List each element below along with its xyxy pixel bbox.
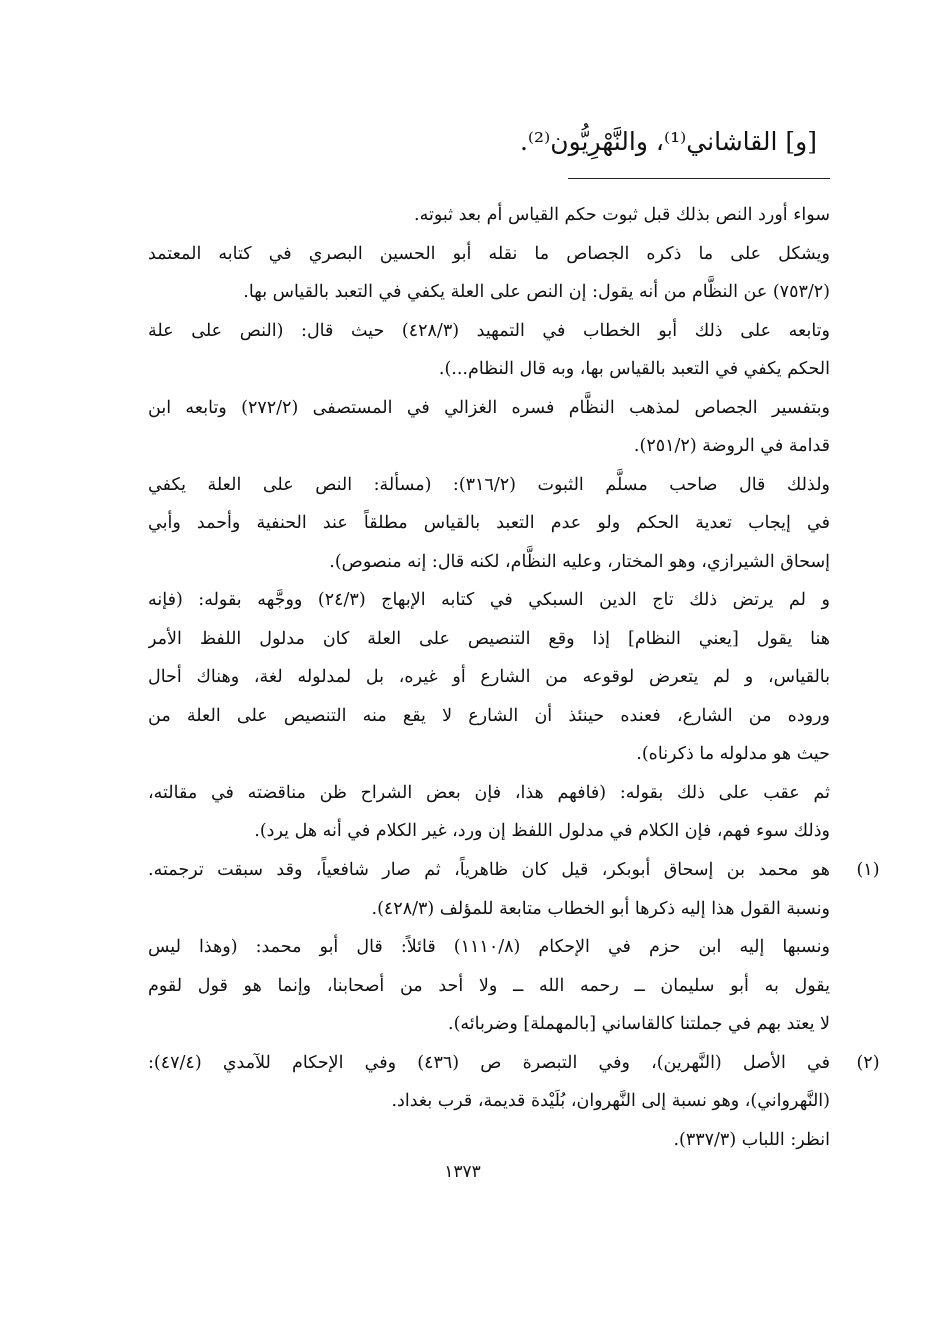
text-line: الحكم يكفي في التعبد بالقياس بها، وبه قال النظام...). [438, 359, 830, 379]
text-line: في الأصل (النَّهرين)، وفي التبصرة ص (٤٣٦) وفي الإحكام للآمدي (٤٧/٤): [148, 1052, 830, 1073]
section-heading: [و] القاشاني⁽¹⁾، والنَّهْرِيُّون⁽²⁾. [519, 127, 817, 156]
text-line: انظر: اللباب (٣٣٧/٣). [673, 1129, 830, 1150]
footnote-number: (٢) [856, 1052, 880, 1073]
text-line: (٧٥٣/٢) عن النظَّام من أنه يقول: إن النص على العلة يكفي في التعبد بالقياس بها. [243, 282, 830, 302]
text-line: (النَّهرواني)، وهو نسبة إلى النَّهروان، بُلَيْدة قديمة، قرب بغداد. [391, 1091, 830, 1111]
text-line: و لم يرتض ذلك تاج الدين السبكي في كتابه الإبهاج (٢٤/٣) ووجَّهه بقوله: (فإنه [148, 590, 830, 610]
text-line: وتابعه على ذلك أبو الخطاب في التمهيد (٤٢٨/٣) حيث قال: (النص على علة [148, 320, 830, 341]
text-line: وذلك سوء فهم، فإن الكلام في مدلول اللفظ إن ورد، غير الكلام في أنه هل يرد). [254, 821, 830, 841]
text-line: ثم عقب على ذلك بقوله: (فافهم هذا، فإن بعض الشراح ظن مناقضته في مقالته، [148, 782, 830, 803]
footnote-1 [148, 851, 880, 1044]
footnote-number: (١) [856, 860, 880, 880]
text-line: حيث هو مدلوله ما ذكرناه). [636, 744, 830, 764]
text-line: هنا يقول [يعني النظام] إذا وقع التنصيص على العلة كان مدلول اللفظ الأمر [148, 628, 830, 649]
footnote-2 [148, 1044, 880, 1160]
text-line: ونسبها إليه ابن حزم في الإحكام (١١١٠/٨) قائلاً: قال أبو محمد: (وهذا ليس [148, 937, 830, 957]
text-line: وروده من الشارع، فعنده حينئذ أن الشارع لا يقع منه التنصيص على العلة من [148, 705, 830, 726]
footnote-separator [568, 178, 830, 179]
footnotes [148, 851, 880, 1159]
text-line: وبتفسير الجصاص لمذهب النظَّام فسره الغزالي في المستصفى (٢٧٢/٢) وتابعه ابن [148, 397, 830, 418]
text-line: في إيجاب تعدية الحكم ولو عدم التعبد بالقياس مطلقاً عند الحنفية وأحمد وأبي [148, 513, 830, 533]
text-line: يقول به أبو سليمان ــ رحمه الله ــ ولا أحد من أصحابنا، وإنما هو قول لقوم [148, 975, 830, 996]
text-line: سواء أورد النص بذلك قبل ثبوت حكم القياس أم بعد ثبوته. [414, 205, 830, 225]
text-line: ولذلك قال صاحب مسلَّم الثبوت (٣١٦/٢): (مسألة: النص على العلة يكفي [148, 474, 830, 495]
text-line: هو محمد بن إسحاق أبوبكر، قيل كان ظاهرياً، ثم صار شافعياً، وقد سبقت ترجمته. [148, 860, 830, 880]
text-line: إسحاق الشيرازي، وهو المختار، وعليه النظَّام، لكنه قال: إنه منصوص). [329, 551, 830, 572]
footnote-body [148, 196, 830, 851]
text-line: قدامة في الروضة (٢٥١/٢). [633, 436, 830, 456]
page-number: ١٣٧٣ [444, 1162, 481, 1182]
text-line: ويشكل على ما ذكره الجصاص ما نقله أبو الحسين البصري في كتابه المعتمد [148, 243, 830, 264]
text-line: بالقياس، و لم يتعرض لوقوعه من الشارع أو غيره، بل لمدلوله لغة، وهناك أحال [148, 667, 830, 687]
text-line: لا يعتد بهم في جملتنا كالقاساني [بالمهملة] وضربائه). [448, 1014, 830, 1034]
text-line: ونسبة القول هذا إليه ذكرها أبو الخطاب متابعة للمؤلف (٤٢٨/٣). [371, 898, 830, 919]
